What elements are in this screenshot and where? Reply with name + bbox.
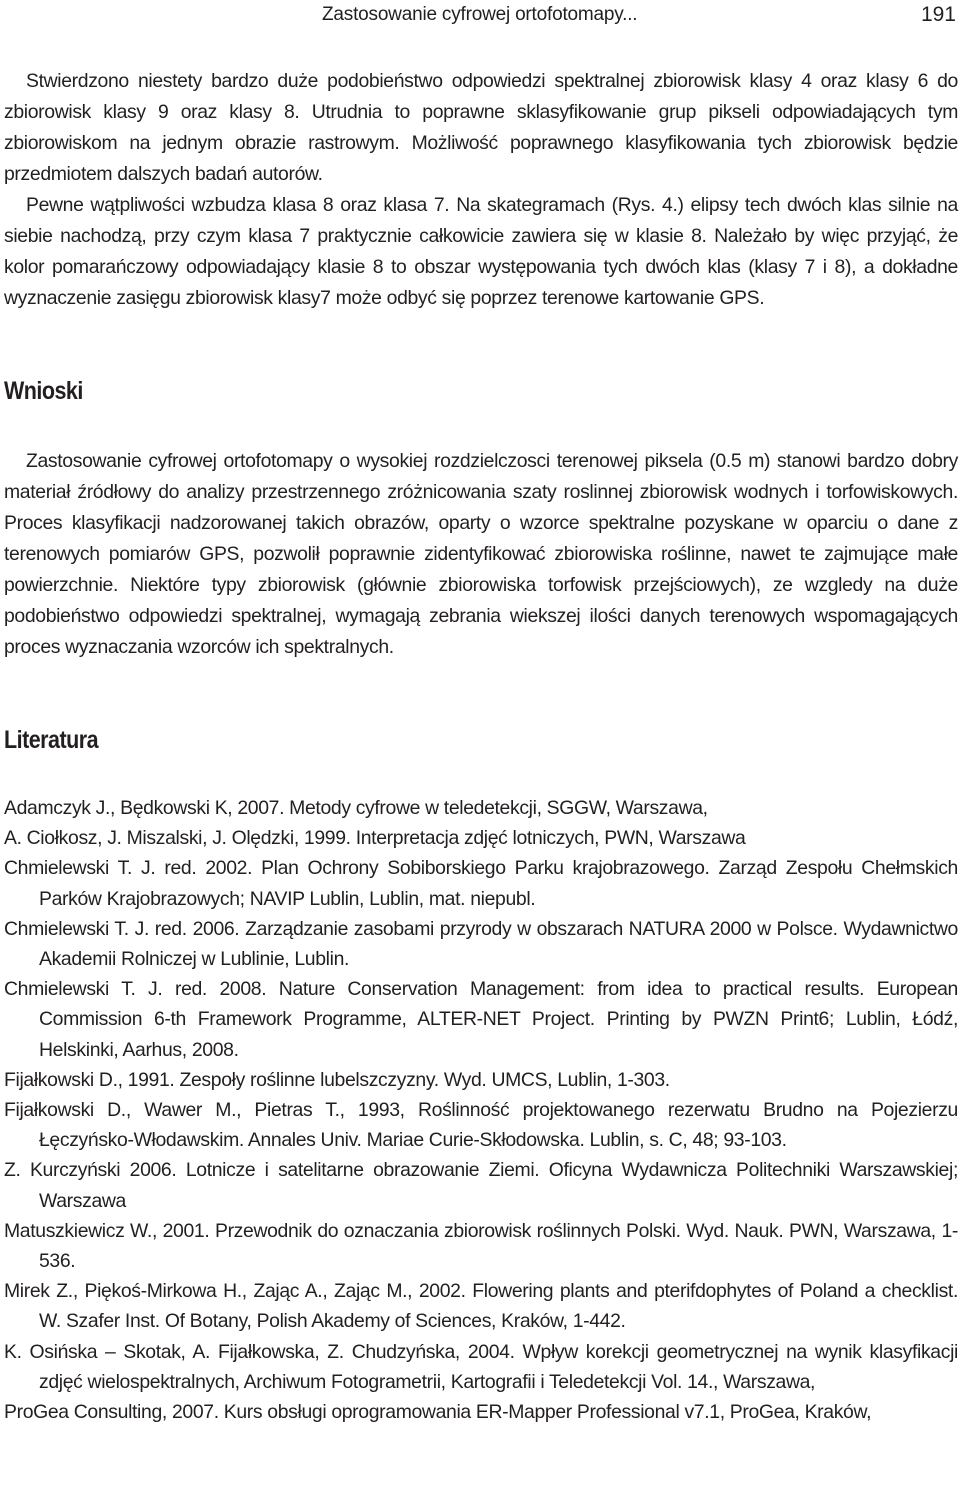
reference-item: Chmielewski T. J. red. 2002. Plan Ochrony Sobiborskiego Parku krajobrazowego. Zarząd Zespołu Chełmskich Parków Krajobrazowych; NAVIP Lublin, Lublin, mat. niepubl. bbox=[4, 857, 958, 910]
reference-item: A. Ciołkosz, J. Miszalski, J. Olędzki, 1999. Interpretacja zdjęć lotniczych, PWN, Warszawa bbox=[4, 827, 746, 850]
running-header-title: Zastosowanie cyfrowej ortofotomapy... bbox=[322, 4, 638, 25]
reference-item: Fijałkowski D., Wawer M., Pietras T., 1993, Roślinność projektowanego rezerwatu Brudno na Pojezierzu Łęczyńsko-Włodawskim. Annales Univ. Mariae Curie-Skłodowska. Lublin, s. C, 48; 93-103. bbox=[4, 1099, 958, 1152]
page-number: 191 bbox=[920, 3, 956, 26]
reference-list bbox=[4, 793, 958, 1427]
reference-item: Fijałkowski D., 1991. Zespoły roślinne lubelszczyzny. Wyd. UMCS, Lublin, 1-303. bbox=[4, 1068, 670, 1091]
section-heading-wnioski: Wnioski bbox=[4, 377, 83, 405]
reference-item: Adamczyk J., Będkowski K, 2007. Metody cyfrowe w teledetekcji, SGGW, Warszawa, bbox=[4, 797, 708, 819]
reference-item: Chmielewski T. J. red. 2008. Nature Conservation Management: from idea to practical results. European Commission 6-th Framework Programme, ALTER-NET Project. Printing by PWZN Print6; Lublin, Łódź, Helskinki, Aarhus, 2008. bbox=[4, 978, 958, 1061]
reference-item: Chmielewski T. J. red. 2006. Zarządzanie zasobami przyrody w obszarach NATURA 2000 w Polsce. Wydawnictwo Akademii Rolniczej w Lublinie, Lublin. bbox=[4, 917, 958, 971]
reference-item: ProGea Consulting, 2007. Kurs obsługi oprogramowania ER-Mapper Professional v7.1, ProGea, Kraków, bbox=[4, 1401, 872, 1424]
body-paragraph-2: Pewne wątpliwości wzbudza klasa 8 oraz klasa 7. Na skategramach (Rys. 4.) elipsy tech dwóch klas silnie na siebie nachodzą, przy czym klasa 7 praktycznie całkowicie zawiera się w klasie 8. Należało by więc przyjąć, że kolor pomarańczowy odpowiadający klasie 8 to obszar występowania tych dwóch klas (klasy 7 i 8), a dokładne wyznaczenie zasięgu zbiorowisk klasy7 może odbyć się poprzez terenowe kartowanie GPS. bbox=[4, 194, 958, 309]
reference-item: Z. Kurczyński 2006. Lotnicze i satelitarne obrazowanie Ziemi. Oficyna Wydawnicza Politechniki Warszawskiej; Warszawa bbox=[4, 1159, 958, 1212]
reference-item: Mirek Z., Piękoś-Mirkowa H., Zając A., Zając M., 2002. Flowering plants and pterifdophytes of Poland a checklist. W. Szafer Inst. Of Botany, Polish Akademy of Sciences, Kraków, 1-442. bbox=[4, 1280, 958, 1333]
body-paragraph-1: Stwierdzono niestety bardzo duże podobieństwo odpowiedzi spektralnej zbiorowisk klasy 4 oraz klasy 6 do zbiorowisk klasy 9 oraz klasy 8. Utrudnia to poprawne sklasyfikowanie grup pikseli odpowiadających tym zbiorowiskom na jednym obrazie rastrowym. Możliwość poprawnego klasyfikowania tych zbiorowisk będzie przedmiotem dalszych badań autorów. bbox=[4, 70, 958, 185]
conclusions-paragraph: Zastosowanie cyfrowej ortofotomapy o wysokiej rozdzielczosci terenowej piksela (0.5 m) stanowi bardzo dobry materiał źródłowy do analizy przestrzennego zróżnicowania szaty roslinnej zbiorowisk wodnych i torfowiskowych. Proces klasyfikacji nadzorowanej takich obrazów, oparty o wzorce spektralne pozyskane w oparciu o dane z terenowych pomiarów GPS, pozwolił poprawnie zidentyfikować zbiorowiska roślinne, nawet te zajmujące małe powierzchnie. Niektóre typy zbiorowisk (głównie zbiorowiska torfowisk przejściowych), ze wzgledy na duże podobieństwo odpowiedzi spektralnej, wymagają zebrania wiekszej ilości danych terenowych wspomagających proces wyznaczania wzorców ich spektralnych. bbox=[4, 450, 958, 658]
reference-item: Matuszkiewicz W., 2001. Przewodnik do oznaczania zbiorowisk roślinnych Polski. Wyd. Nauk. PWN, Warszawa, 1-536. bbox=[4, 1219, 958, 1273]
section-heading-literatura: Literatura bbox=[4, 726, 99, 754]
reference-item: K. Osińska – Skotak, A. Fijałkowska, Z. Chudzyńska, 2004. Wpływ korekcji geometrycznej na wynik klasyfikacji zdjęć wielospektralnych, Archiwum Fotogrametrii, Kartografii i Teledetekcji Vol. 14., Warszawa, bbox=[4, 1340, 958, 1393]
